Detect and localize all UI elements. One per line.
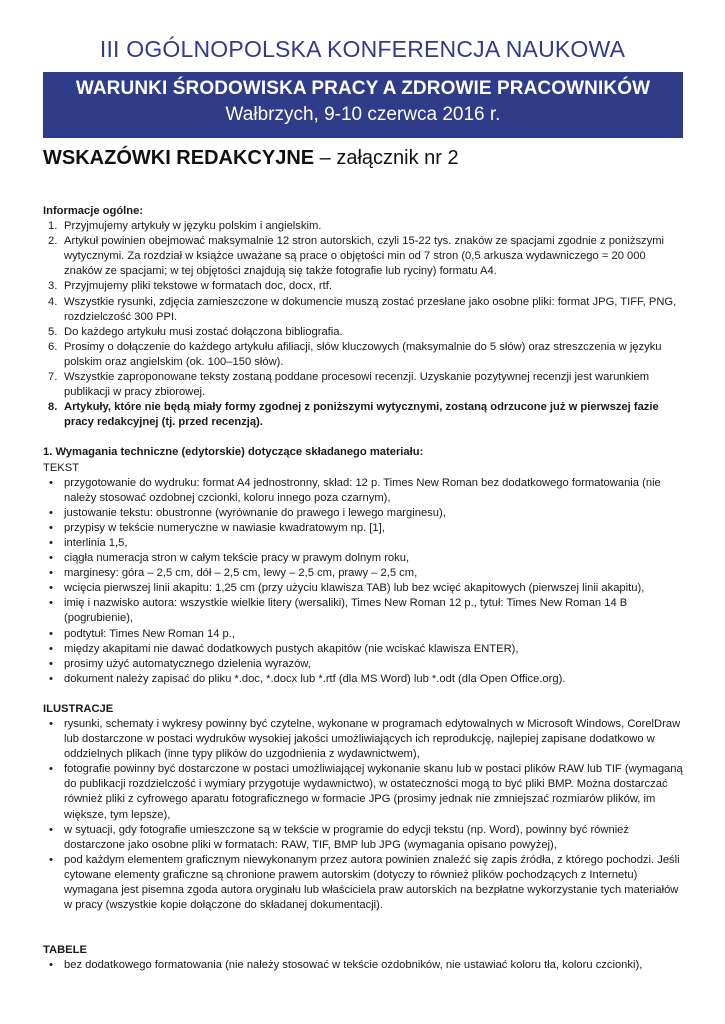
bullet: • bbox=[49, 521, 53, 534]
item-text: przygotowanie do wydruku: format A4 jednostronny, skład: 12 p. Times New Roman bez dodatkowego formatowania (nie należy stosować ozdobnej czcionki, koloru innego poza czarnym), bbox=[64, 476, 661, 504]
list-item bbox=[43, 551, 683, 566]
item-text: Artykuły, które nie będą miały formy zgodnej z poniższymi wytycznymi, zostaną odrzucone już w pierwszej fazie pracy redakcyjnej (tj. przed recenzją). bbox=[64, 401, 659, 429]
general-heading: Informacje ogólne: bbox=[43, 205, 144, 217]
illustrations-list bbox=[43, 717, 683, 913]
banner-title: WARUNKI ŚRODOWISKA PRACY A ZDROWIE PRACOWNIKÓW bbox=[75, 78, 651, 99]
document-title-bold: WSKAZÓWKI REDAKCYJNE bbox=[43, 147, 315, 169]
item-text: justowanie tekstu: obustronne (wyrównanie do prawego i lewego marginesu), bbox=[64, 506, 446, 519]
list-item bbox=[43, 476, 683, 506]
technical-heading: 1. Wymagania techniczne (edytorskie) dotyczące składanego materiału: bbox=[43, 446, 424, 459]
bullet: • bbox=[49, 823, 53, 836]
tables-list bbox=[43, 958, 683, 973]
list-item bbox=[43, 295, 683, 325]
document-title bbox=[43, 147, 459, 170]
item-text: dokument należy zapisać do pliku *.doc, *.docx lub *.rtf (dla MS Word) lub *.odt (dla Open Office.org). bbox=[64, 672, 566, 685]
bullet: • bbox=[49, 718, 53, 730]
item-text: prosimy użyć automatycznego dzielenia wyrazów, bbox=[64, 657, 311, 670]
list-item bbox=[43, 370, 683, 400]
bullet: • bbox=[49, 763, 53, 776]
item-number: 1. bbox=[48, 220, 58, 233]
item-text: Przyjmujemy pliki tekstowe w formatach doc, docx, rtf. bbox=[64, 280, 332, 293]
list-item bbox=[43, 823, 683, 853]
list-item bbox=[43, 717, 683, 762]
bullet: • bbox=[49, 597, 53, 610]
item-text: w sytuacji, gdy fotografie umieszczone są w tekście w programie do edycji tekstu (np. Word), powinny być również dostarczone jako osobne pliki w formatach: RAW, TIF, BMP lub JPG (wymagania opisano powyżej), bbox=[64, 823, 630, 851]
item-number: 2. bbox=[48, 235, 58, 248]
item-text: imię i nazwisko autora: wszystkie wielkie litery (wersaliki), Times New Roman 12 p., tytuł: Times New Roman 14 B (pogrubienie), bbox=[64, 597, 628, 625]
item-text: Wszystkie rysunki, zdjęcia zamieszczone w dokumencie muszą zostać przesłane jako osobne pliki: format JPG, TIFF, PNG, rozdzielczość 300 PPI. bbox=[64, 295, 677, 323]
item-number: 8. bbox=[48, 401, 58, 414]
list-item bbox=[43, 400, 683, 430]
list-item bbox=[43, 642, 683, 657]
list-item bbox=[43, 506, 683, 521]
list-item bbox=[43, 672, 683, 687]
item-text: wcięcia pierwszej linii akapitu: 1,25 cm (przy użyciu klawisza TAB) lub bez wcięć akapitowych (pierwszej linii akapitu), bbox=[64, 582, 645, 595]
conference-banner bbox=[43, 72, 683, 138]
item-number: 7. bbox=[48, 371, 58, 384]
item-text: Prosimy o dołączenie do każdego artykułu afiliacji, słów kluczowych (maksymalnie do 5 słów) oraz streszczenia w języku polskim oraz angielskim (ok. 100–150 słów). bbox=[64, 340, 662, 368]
bullet: • bbox=[49, 476, 53, 489]
list-item bbox=[43, 340, 683, 370]
text-requirements-list bbox=[43, 476, 683, 687]
item-text: Artykuł powinien obejmować maksymalnie 12 stron autorskich, czyli 15-22 tys. znaków ze spacjami zgodnie z poniższymi wytycznymi. Za rozdział w książce uważane są prace o objętości min od 7 stron (0,5 arkusza wydawniczego = 20 000 znaków ze spacjami; w tej objętości znajdują się także fotografie lub ryciny) formatu A4. bbox=[64, 235, 665, 278]
item-text: pod każdym elementem graficznym niewykonanym przez autora powinien znaleźć się zapis źródła, z którego pochodzi. Jeśli cytowane elementy graficzne są chronione prawem autorskim (dotyczy to również plików pochodzących z Internetu) wymagana jest pisemna zgoda autora oryginału lub właściciela praw autorskich na bezpłatne wykorzystanie tych materiałów w pracy (wszystkie kopie dołączone do składanej dokumentacji). bbox=[64, 853, 680, 912]
item-text: Przyjmujemy artykuły w języku polskim i angielskim. bbox=[64, 220, 322, 233]
bullet: • bbox=[49, 642, 53, 655]
tables-heading: TABELE bbox=[43, 944, 87, 957]
bullet: • bbox=[49, 536, 53, 549]
illustrations-heading: ILUSTRACJE bbox=[43, 702, 114, 715]
list-item bbox=[43, 234, 683, 279]
list-item bbox=[43, 581, 683, 596]
bullet: • bbox=[49, 506, 53, 519]
list-item bbox=[43, 762, 683, 822]
list-item bbox=[43, 536, 683, 551]
item-text: między akapitami nie dawać dodatkowych pustych akapitów (nie wciskać klawisza ENTER), bbox=[64, 642, 519, 655]
bullet: • bbox=[49, 582, 53, 595]
item-text: interlinia 1,5, bbox=[64, 536, 128, 549]
list-item bbox=[43, 566, 683, 581]
item-number: 5. bbox=[48, 325, 58, 338]
list-item bbox=[43, 853, 683, 913]
list-item bbox=[43, 279, 683, 294]
bullet: • bbox=[49, 853, 53, 866]
item-text: bez dodatkowego formatowania (nie należy stosować w tekście ozdobników, nie ustawiać koloru tła, koloru czcionki), bbox=[64, 959, 643, 972]
general-list bbox=[43, 219, 683, 430]
banner-subtitle: Wałbrzych, 9-10 czerwca 2016 r. bbox=[225, 104, 501, 125]
list-item bbox=[43, 325, 683, 340]
bullet: • bbox=[49, 959, 53, 972]
bullet: • bbox=[49, 552, 53, 565]
list-item bbox=[43, 627, 683, 642]
list-item bbox=[43, 657, 683, 672]
item-number: 6. bbox=[48, 340, 58, 353]
item-number: 4. bbox=[48, 295, 58, 308]
list-item bbox=[43, 958, 683, 973]
text-subheading: TEKST bbox=[43, 461, 80, 474]
document-body bbox=[43, 204, 683, 973]
conference-title: III OGÓLNOPOLSKA KONFERENCJA NAUKOWA bbox=[99, 36, 626, 62]
item-text: marginesy: góra – 2,5 cm, dół – 2,5 cm, lewy – 2,5 cm, prawy – 2,5 cm, bbox=[64, 567, 418, 580]
item-text: fotografie powinny być dostarczone w postaci umożliwiającej wykonanie skanu lub w postaci plików RAW lub TIF (wymaganą do publikacji rozdzielczość i wymiary przygotuje wydawnictwo), w ostateczności mogą to być pliki BMP. Można dostarczać również pliki z cyfrowego aparatu fotograficznego w formacie JPG (prosimy jednak nie zmniejszać rozmiarów plików, im większe, tym lepsze), bbox=[64, 763, 683, 821]
bullet: • bbox=[49, 567, 53, 580]
document-title-rest: – załącznik nr 2 bbox=[314, 147, 459, 169]
item-text: podtytuł: Times New Roman 14 p., bbox=[64, 627, 235, 640]
list-item bbox=[43, 596, 683, 626]
item-text: ciągła numeracja stron w całym tekście pracy w prawym dolnym roku, bbox=[64, 552, 410, 565]
list-item bbox=[43, 219, 683, 234]
item-number: 3. bbox=[48, 280, 58, 293]
item-text: rysunki, schematy i wykresy powinny być czytelne, wykonane w programach edytowalnych w Microsoft Windows, CorelDraw lub dostarczone w postaci wydruków wysokiej jakości umożliwiających ich reprodukcję, najlepiej zapisane dodatkowo w oddzielnych plikach (inne typy plików do uzgodnienia z wydawnictwem), bbox=[64, 718, 681, 761]
bullet: • bbox=[49, 657, 53, 670]
list-item bbox=[43, 521, 683, 536]
bullet: • bbox=[49, 672, 53, 685]
item-text: przypisy w tekście numeryczne w nawiasie kwadratowym np. [1], bbox=[64, 521, 385, 534]
item-text: Do każdego artykułu musi zostać dołączona bibliografia. bbox=[64, 325, 343, 338]
item-text: Wszystkie zaproponowane teksty zostaną poddane procesowi recenzji. Uzyskanie pozytywnej recenzji jest warunkiem publikacji w pracy zbiorowej. bbox=[64, 371, 650, 399]
bullet: • bbox=[49, 627, 53, 640]
